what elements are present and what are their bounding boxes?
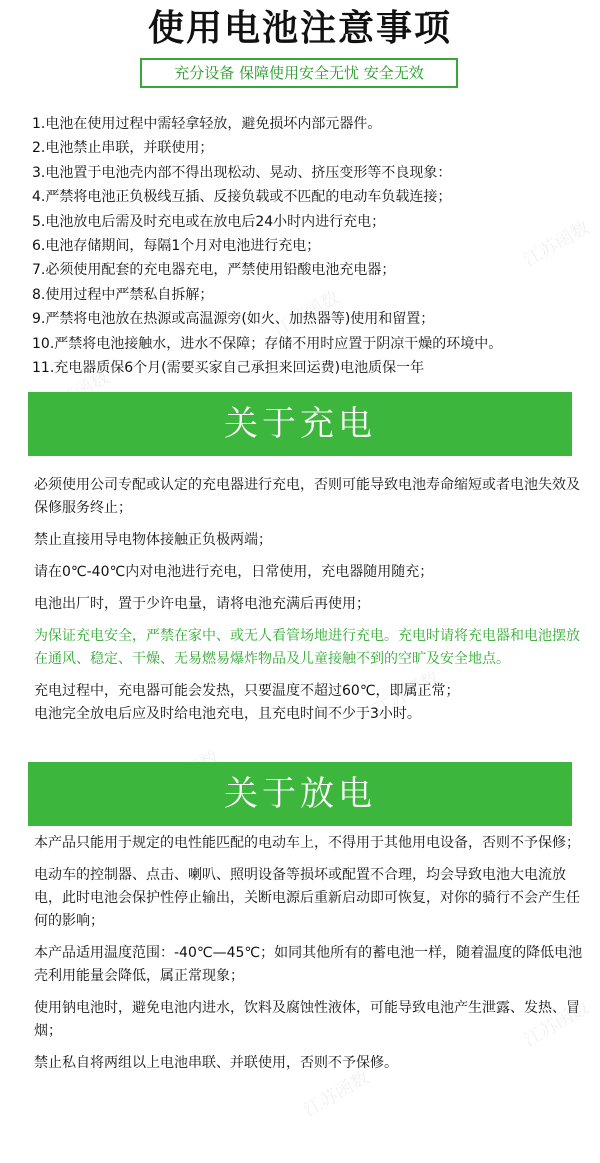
list-item: 3.电池置于电池壳内部不得出现松动、晃动、挤压变形等不良现象： <box>32 164 452 181</box>
list-item: 6.电池存储期间，每隔1个月对电池进行充电； <box>32 238 321 255</box>
watermark: 江苏函数 <box>370 667 444 722</box>
discharging-section-header: 关于放电 <box>28 762 572 826</box>
watermark: 江苏函数 <box>300 1067 374 1122</box>
charging-safety-warning: 为保证充电安全，严禁在家中、或无人看管场地进行充电。充电时请将充电器和电池摆放在通风、稳定、干燥、无易燃易爆炸物品及儿童接触不到的空旷及安全地点。 <box>34 628 580 667</box>
charging-section-header: 关于充电 <box>28 392 572 456</box>
list-item: 7.必须使用配套的充电器充电，严禁使用铅酸电池充电器； <box>32 262 396 279</box>
discharging-paragraph: 禁止私自将两组以上电池串联、并联使用，否则不予保修。 <box>34 1055 398 1071</box>
watermark: 江苏函数 <box>520 217 594 272</box>
charging-paragraph: 请在0℃-40℃内对电池进行充电，日常使用，充电器随用随充； <box>34 564 434 580</box>
list-item: 11.充电器质保6个月(需要买家自己承担来回运费)电池质保一年 <box>32 360 425 377</box>
discharging-paragraph: 使用钠电池时，避免电池内进水，饮料及腐蚀性液体，可能导致电池产生泄露、发热、冒烟； <box>34 1000 580 1039</box>
watermark: 江苏函数 <box>270 287 344 342</box>
charging-paragraph: 充电过程中，充电器可能会发热，只要温度不超过60℃，即属正常； <box>34 683 460 699</box>
charging-paragraph: 电池完全放电后应及时给电池充电，且充电时间不少于3小时。 <box>34 706 421 722</box>
watermark: 江苏函数 <box>520 997 594 1052</box>
list-item: 9.严禁将电池放在热源或高温源旁(如火、加热器等)使用和留置； <box>32 311 435 328</box>
list-item: 8.使用过程中严禁私自拆解； <box>32 286 214 303</box>
charging-section-body <box>34 474 586 735</box>
discharging-paragraph: 电动车的控制器、点击、喇叭、照明设备等损坏或配置不合理，均会导致电池大电流放电，此时电池会保护性停止输出，关断电源后重新启动即可恢复，对你的骑行不会产生任何的影响； <box>34 867 580 929</box>
charging-paragraph: 禁止直接用导电物体接触正负极两端； <box>34 532 272 548</box>
notes-list <box>32 112 592 380</box>
page-title: 使用电池注意事项 <box>147 8 452 49</box>
subtitle-box: 充分设备 保障使用安全无忧 安全无效 <box>140 58 458 88</box>
list-item: 1.电池在使用过程中需轻拿轻放，避免损坏内部元器件。 <box>32 116 382 132</box>
discharging-section-body <box>34 832 586 1084</box>
list-item: 5.电池放电后需及时充电或在放电后24小时内进行充电； <box>32 213 386 230</box>
charging-paragraph: 必须使用公司专配或认定的充电器进行充电，否则可能导致电池寿命缩短或者电池失效及保修服务终止； <box>34 477 580 516</box>
list-item: 2.电池禁止串联，并联使用； <box>32 140 214 157</box>
list-item: 10.严禁将电池接触水，进水不保障；存储不用时应置于阴凉干燥的环境中。 <box>32 335 503 352</box>
list-item: 4.严禁将电池正负极线互插、反接负载或不匹配的电动车负载连接； <box>32 189 452 206</box>
discharging-paragraph: 本产品只能用于规定的电性能匹配的电动车上，不得用于其他用电设备，否则不予保修； <box>34 835 580 851</box>
charging-paragraph: 电池出厂时，置于少许电量，请将电池充满后再使用； <box>34 596 370 612</box>
discharging-paragraph: 本产品适用温度范围：-40℃—45℃；如同其他所有的蓄电池一样，随着温度的降低电池壳利用能量会降低，属正常现象； <box>34 945 583 984</box>
